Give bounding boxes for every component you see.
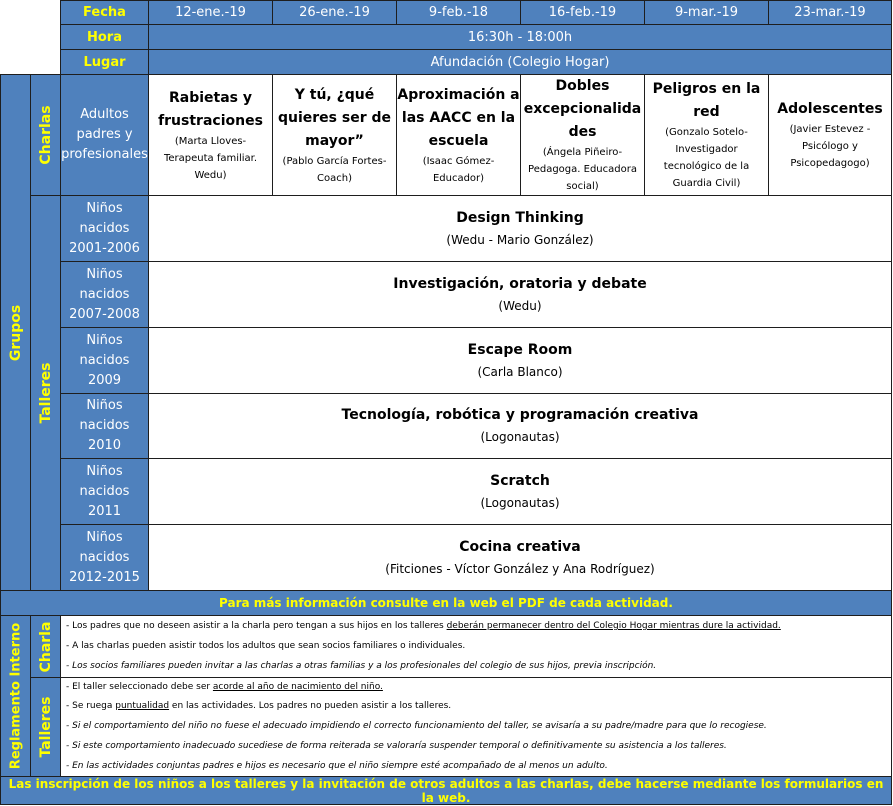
fecha-label: Fecha [60,0,149,25]
taller-by: (Wedu) [498,298,542,313]
taller-5 [148,458,892,525]
taller-by: (Fitciones - Víctor González y Ana Rodríguez) [385,561,655,576]
charlas-group: Adultos padres y profesionales [60,74,149,196]
hora-label: Hora [60,24,149,50]
taller-3 [148,327,892,394]
taller-by: (Logonautas) [480,430,560,444]
taller-4 [148,393,892,459]
taller-6 [148,524,892,591]
rule-taller-3: - Si el comportamiento del niño no fuese el adecuado impidiendo el correcto funcionamiento del taller, se avisaría a su padre/madre para que lo recogiese. [66,721,767,731]
talk-speaker: (Marta Lloves- Terapeuta familiar. Wedu) [163,135,258,181]
rule-charla-3: - Los socios familiares pueden invitar a las charlas a otras familias y a los profesionales del colegio de sus hijos, previa inscripción. [66,661,657,671]
rule-charla-2: - A las charlas pueden asistir todos los adultos que sean socios familiares o individuales. [66,641,466,651]
date-1: 12-ene.-19 [148,0,273,25]
taller-group-6: Niños nacidos 2012-2015 [60,524,149,591]
talk-5 [644,74,769,196]
talk-speaker: (Isaac Gómez- Educador) [422,155,495,184]
reglamento-charla-label: Charla [30,615,61,678]
talk-4 [520,74,645,196]
taller-group-3: Niños nacidos 2009 [60,327,149,394]
lugar-value: Afundación (Colegio Hogar) [148,49,892,75]
taller-2 [148,261,892,328]
taller-group-1: Niños nacidos 2001-2006 [60,195,149,262]
talk-speaker: (Ángela Piñeiro- Pedagoga. Educadora social) [528,147,637,192]
talk-6 [768,74,892,196]
rule-taller-2: - Se ruega puntualidad en las actividades. Los padres no pueden asistir a los talleres. [66,701,452,711]
taller-title: Investigación, oratoria y debate [393,275,647,292]
reglamento-talleres-label: Talleres [30,677,61,777]
rules-talleres-box [60,677,892,777]
date-5: 9-mar.-19 [644,0,769,25]
lugar-label: Lugar [60,49,149,75]
hora-value: 16:30h - 18:00h [148,24,892,50]
talk-title: Aproximación a las AACC en la escuela [397,86,520,149]
talk-speaker: (Pablo García Fortes- Coach) [282,155,387,184]
talk-speaker: (Gonzalo Sotelo- Investigador tecnológico de la Guardia Civil) [663,127,750,189]
talk-speaker: (Javier Estevez - Psicólogo y Psicopedagogo) [789,124,871,169]
rules-charla-box [60,615,892,678]
rule-taller-4: - Si este comportamiento inadecuado sucediese de forma reiterada se valoraría suspender temporal o definitivamente su asistencia a los talleres. [66,741,727,751]
charlas-label: Charlas [30,74,61,196]
date-2: 26-ene.-19 [272,0,397,25]
footer-banner: Las inscripción de los niños a los talleres y la invitación de otros adultos a las charlas, debe hacerse mediante los formularios en la web. [0,776,892,805]
date-3: 9-feb.-18 [396,0,521,25]
taller-title: Escape Room [467,341,573,358]
talleres-label: Talleres [30,195,61,591]
talk-title: Dobles excepcionalida des [523,78,642,140]
date-4: 16-feb.-19 [520,0,645,25]
rule-charla-1: - Los padres que no deseen asistir a la charla pero tengan a sus hijos en los talleres deberán permanecer dentro del Colegio Hogar mientras dure la actividad. [66,621,781,631]
talk-2 [272,74,397,196]
talk-3 [396,74,521,196]
rule-taller-5: - En las actividades conjuntas padres e hijos es necesario que el niño siempre esté acompañado de al menos un adulto. [66,761,608,771]
talk-title: Y tú, ¿qué quieres ser de mayor” [277,86,391,149]
date-6: 23-mar.-19 [768,0,892,25]
talk-title: Peligros en la red [652,81,761,120]
taller-group-4: Niños nacidos 2010 [60,393,149,459]
taller-title: Cocina creativa [459,538,581,555]
taller-title: Scratch [490,472,550,489]
taller-by: (Wedu - Mario González) [446,232,594,247]
taller-by: (Carla Blanco) [477,364,563,379]
talk-1 [148,74,273,196]
taller-1 [148,195,892,262]
talk-title: Rabietas y frustraciones [158,89,263,129]
taller-group-5: Niños nacidos 2011 [60,458,149,525]
taller-title: Design Thinking [456,209,584,226]
grupos-label: Grupos [0,74,31,591]
taller-group-2: Niños nacidos 2007-2008 [60,261,149,328]
taller-by: (Logonautas) [480,495,560,510]
info-banner: Para más información consulte en la web el PDF de cada actividad. [0,590,892,616]
reglamento-label: Reglamento Interno [0,615,31,777]
talk-title: Adolescentes [777,101,883,117]
taller-title: Tecnología, robótica y programación creativa [341,407,699,423]
rule-taller-1: - El taller seleccionado debe ser acorde al año de nacimiento del niño. [66,682,383,692]
